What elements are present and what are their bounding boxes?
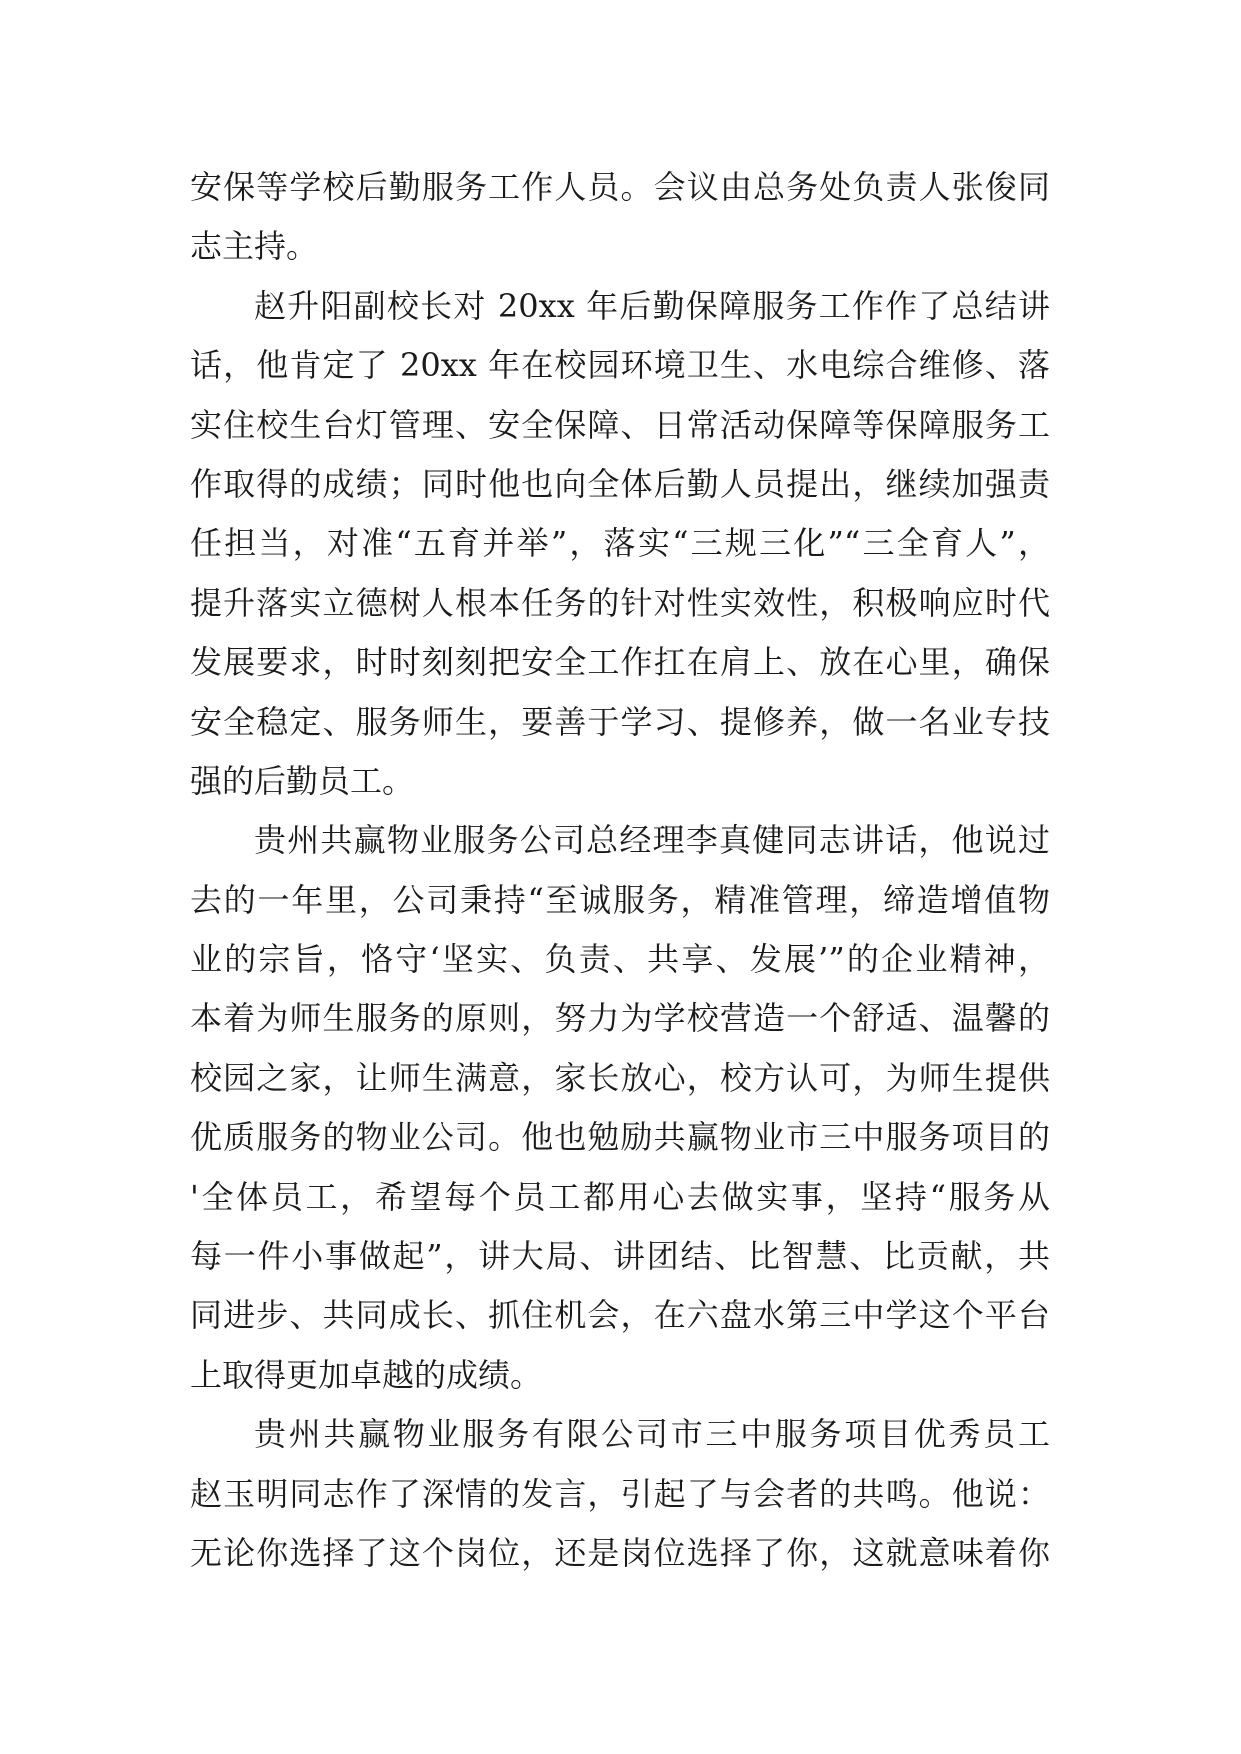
paragraph-1 [190,158,1050,277]
text-line: 话，他肯定了 20xx 年在校园环境卫生、水电综合维修、落 [190,346,1050,385]
text-line: 安全稳定、服务师生，要善于学习、提修养，做一名业专技 [190,702,1050,741]
text-line: 去的一年里，公司秉持“至诚服务，精准管理，缔造增值物 [190,880,1050,919]
text-line: '全体员工，希望每个员工都用心去做实事，坚持“服务从 [190,1177,1050,1216]
text-line: 每一件小事做起”，讲大局、讲团结、比智慧、比贡献，共 [190,1237,1050,1276]
text-line: 作取得的成绩；同时他也向全体后勤人员提出，继续加强责 [190,464,1050,503]
text-line: 实住校生台灯管理、安全保障、日常活动保障等保障服务工 [190,405,1050,444]
text-line: 校园之家，让师生满意，家长放心，校方认可，为师生提供 [190,1058,1050,1097]
text-line: 无论你选择了这个岗位，还是岗位选择了你，这就意味着你 [190,1533,1050,1572]
text-line: 业的宗旨，恪守‘坚实、负责、共享、发展’”的企业精神， [190,940,1050,979]
text-line: 贵州共赢物业服务公司总经理李真健同志讲话，他说过 [254,821,1050,860]
paragraph-2 [190,277,1050,812]
text-line: 志主持。 [190,227,319,266]
text-line: 赵玉明同志作了深情的发言，引起了与会者的共鸣。他说： [190,1474,1050,1513]
text-line: 安保等学校后勤服务工作人员。会议由总务处负责人张俊同 [190,168,1050,206]
paragraph-4 [190,1405,1050,1583]
text-line: 赵升阳副校长对 20xx 年后勤保障服务工作作了总结讲 [254,286,1050,325]
text-line: 任担当，对准“五育并举”，落实“三规三化”“三全育人”， [190,524,1050,563]
text-line: 优质服务的物业公司。他也勉励共赢物业市三中服务项目的 [190,1118,1050,1157]
paragraph-3 [190,811,1050,1405]
text-line: 同进步、共同成长、抓住机会，在六盘水第三中学这个平台 [190,1296,1050,1335]
text-line: 本着为师生服务的原则，努力为学校营造一个舒适、温馨的 [190,999,1050,1038]
document-body [190,158,1050,1583]
text-line: 发展要求，时时刻刻把安全工作扛在肩上、放在心里，确保 [190,643,1050,682]
text-line: 贵州共赢物业服务有限公司市三中服务项目优秀员工 [254,1415,1050,1454]
text-line: 上取得更加卓越的成绩。 [190,1355,543,1394]
text-line: 提升落实立德树人根本任务的针对性实效性，积极响应时代 [190,583,1050,622]
text-line: 强的后勤员工。 [190,761,415,800]
